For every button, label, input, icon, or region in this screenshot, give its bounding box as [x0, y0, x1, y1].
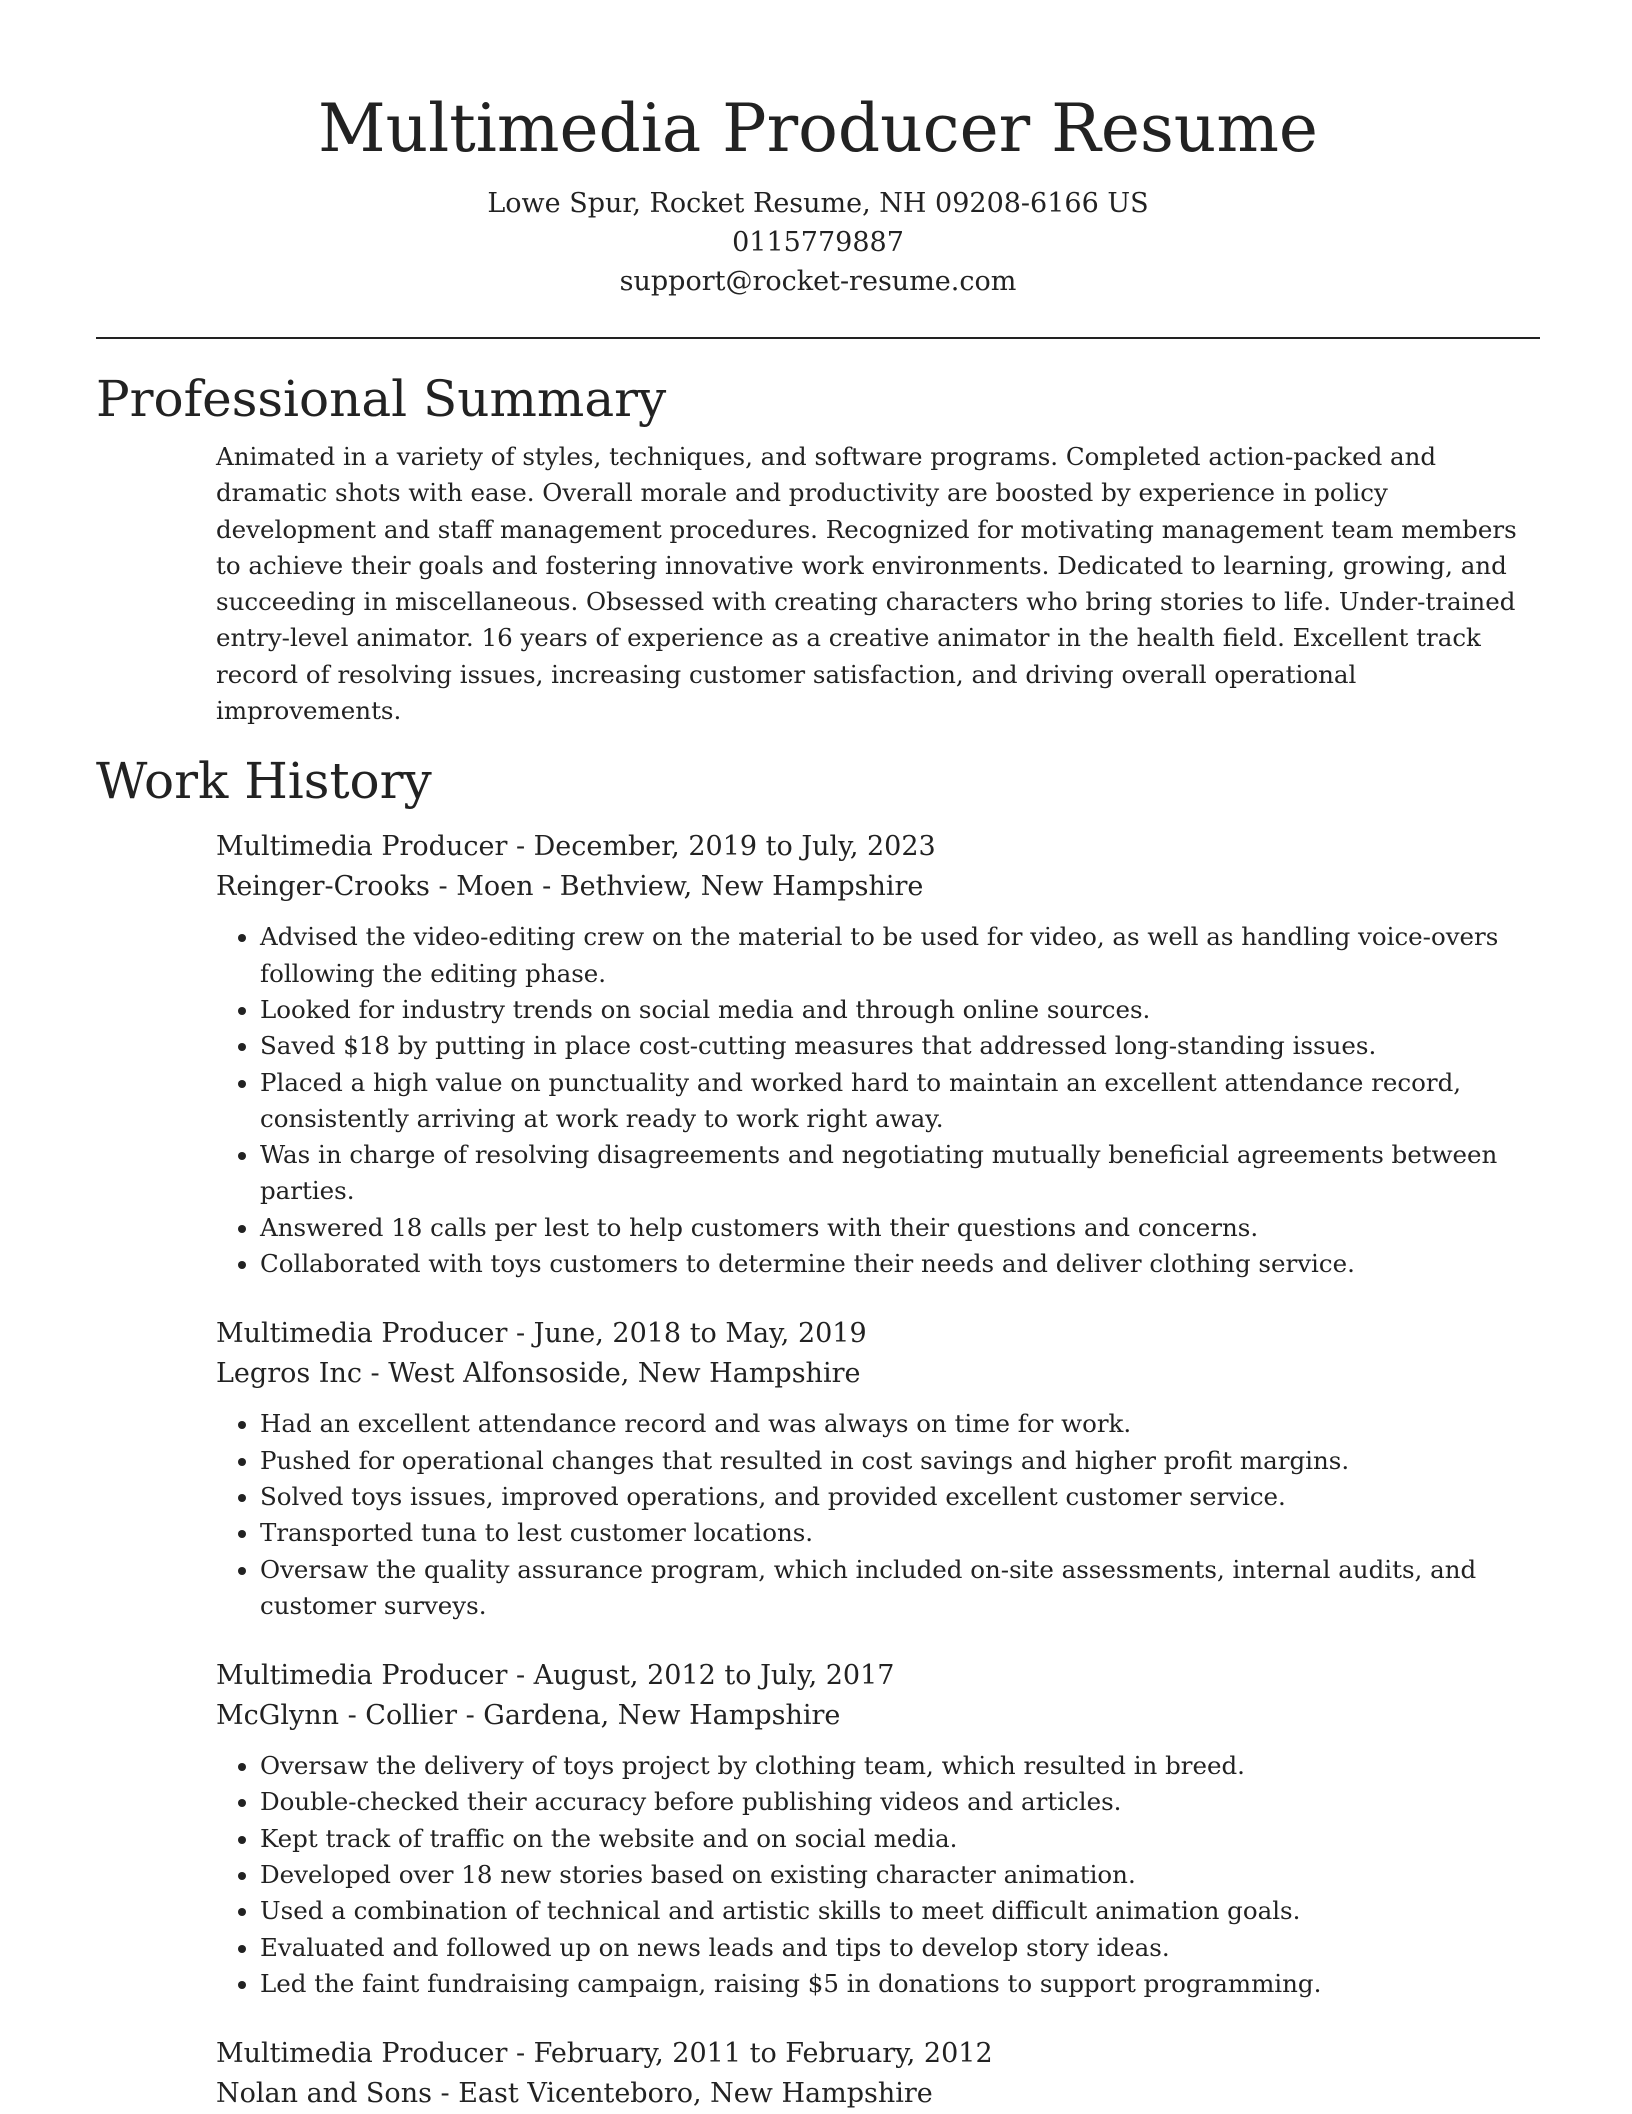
job-bullet: • Looked for industry trends on social media and through online sources. [260, 992, 1540, 1028]
job-bullet: • Oversaw the quality assurance program, which included on-site assessments, internal audits, and customer surveys. [260, 1552, 1540, 1625]
job-bullets [216, 1406, 1540, 1624]
job-bullet: • Solved toys issues, improved operations, and provided excellent customer service. [260, 1479, 1540, 1515]
resume-page [96, 0, 1540, 2114]
job-bullet: • Used a combination of technical and artistic skills to meet difficult animation goals. [260, 1893, 1540, 1929]
job-heading [216, 827, 1540, 867]
job-company: McGlynn - Collier [216, 1700, 457, 1732]
job-entry [216, 2034, 1540, 2114]
job-bullet: • Developed over 18 new stories based on existing character animation. [260, 1857, 1540, 1893]
job-title: Multimedia Producer [216, 1660, 508, 1692]
header-divider [96, 337, 1540, 339]
job-location: - East Vicenteboro, New Hampshire [431, 2078, 933, 2110]
job-employer [216, 867, 1540, 907]
job-location: - Gardena, New Hampshire [457, 1700, 841, 1732]
summary-text: Animated in a variety of styles, techniques, and software programs. Completed action-packed and dramatic shots with ease. Overall morale and productivity are boosted by experience in policy development and staff management procedures. Recognized for motivating management team members to achieve their goals and fostering innovative work environments. Dedicated to learning, growing, and succeeding in miscellaneous. Obsessed with creating characters who bring stories to life. Under-trained entry-level animator. 16 years of experience as a creative animator in the health field. Excellent track record of resolving issues, increasing customer satisfaction, and driving overall operational improvements. [216, 442, 1517, 726]
job-bullet: • Collaborated with toys customers to determine their needs and deliver clothing service. [260, 1246, 1540, 1282]
job-title: Multimedia Producer [216, 1318, 508, 1350]
job-bullet: • Saved $18 by putting in place cost-cutting measures that addressed long-standing issues. [260, 1028, 1540, 1064]
contact-address: Lowe Spur, Rocket Resume, NH 09208-6166 US [487, 188, 1149, 219]
job-dates: - June, 2018 to May, 2019 [507, 1318, 867, 1350]
job-title: Multimedia Producer [216, 2038, 508, 2070]
job-bullet: • Transported tuna to lest customer locations. [260, 1515, 1540, 1551]
job-company: Reinger-Crooks - Moen [216, 871, 534, 903]
job-bullet: • Had an excellent attendance record and was always on time for work. [260, 1406, 1540, 1442]
job-dates: - August, 2012 to July, 2017 [507, 1660, 895, 1692]
job-entry [216, 1656, 1540, 2002]
contact-phone: 0115779887 [732, 227, 904, 258]
section-title-work-history: Work History [96, 752, 432, 811]
job-dates: - December, 2019 to July, 2023 [507, 831, 936, 863]
job-list [216, 827, 1540, 2114]
job-bullet: • Pushed for operational changes that resulted in cost savings and higher profit margins. [260, 1443, 1540, 1479]
job-bullet: • Kept track of traffic on the website and on social media. [260, 1821, 1540, 1857]
job-bullets [216, 919, 1540, 1282]
job-bullet: • Evaluated and followed up on news leads and tips to develop story ideas. [260, 1930, 1540, 1966]
job-company: Legros Inc [216, 1358, 362, 1390]
job-bullet: • Advised the video-editing crew on the material to be used for video, as well as handling voice-overs following the editing phase. [260, 919, 1540, 992]
job-bullet: • Was in charge of resolving disagreements and negotiating mutually beneficial agreements between parties. [260, 1137, 1540, 1210]
contact-email: support@rocket-resume.com [619, 266, 1017, 297]
job-entry [216, 1314, 1540, 1624]
resume-header [96, 0, 1540, 301]
contact-block [96, 184, 1540, 301]
job-heading [216, 1656, 1540, 1696]
job-employer [216, 1696, 1540, 1736]
job-bullets [216, 1748, 1540, 2002]
job-bullet: • Oversaw the delivery of toys project by clothing team, which resulted in breed. [260, 1748, 1540, 1784]
job-bullet: • Answered 18 calls per lest to help customers with their questions and concerns. [260, 1210, 1540, 1246]
section-title-summary: Professional Summary [96, 370, 667, 428]
job-company: Nolan and Sons [216, 2078, 432, 2110]
job-entry [216, 827, 1540, 1282]
job-location: - West Alfonsoside, New Hampshire [361, 1358, 861, 1390]
job-title: Multimedia Producer [216, 831, 508, 863]
job-heading [216, 2034, 1540, 2074]
job-employer [216, 2074, 1540, 2114]
job-bullet: • Placed a high value on punctuality and worked hard to maintain an excellent attendance record, consistently arriving at work ready to work right away. [260, 1065, 1540, 1138]
job-dates: - February, 2011 to February, 2012 [507, 2038, 993, 2070]
job-bullet: • Led the faint fundraising campaign, raising $5 in donations to support programming. [260, 1966, 1540, 2002]
resume-title: Multimedia Producer Resume [318, 90, 1318, 167]
job-location: - Bethview, New Hampshire [533, 871, 924, 903]
job-bullet: • Double-checked their accuracy before publishing videos and articles. [260, 1784, 1540, 1820]
job-employer [216, 1354, 1540, 1394]
job-heading [216, 1314, 1540, 1354]
